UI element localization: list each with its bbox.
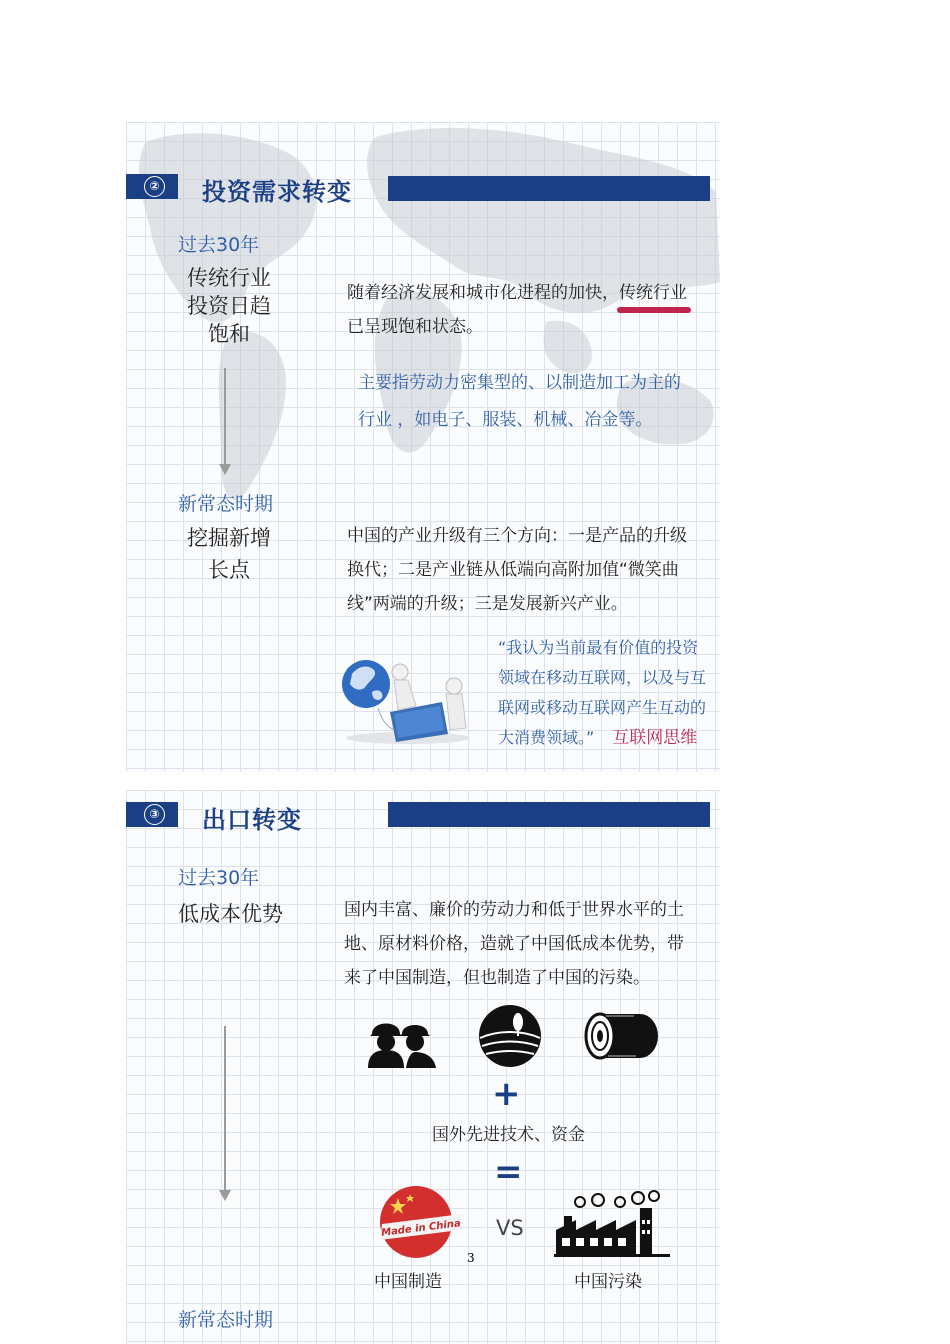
section-3-number: ③	[144, 804, 165, 825]
section-2-number: ②	[144, 176, 165, 197]
section-2-panel	[126, 122, 720, 772]
highlight-text: 传统行业	[619, 283, 687, 303]
result-left-label: 中国制造	[374, 1272, 442, 1292]
section-3-arrow-head	[219, 1190, 231, 1201]
section-2-arrow-head	[219, 464, 231, 475]
section-2-badge	[126, 174, 178, 199]
section-2-new-label: 新常态时期	[178, 493, 274, 515]
section-3-title: 出口转变	[202, 806, 302, 834]
land-icon	[478, 1004, 542, 1068]
section-2-new-text: 中国的产业升级有三个方向：一是产品的升级 换代；二是产业链从低端向高附加值“微笑曲 线”两端的升级；三是发展新兴产业。	[347, 526, 687, 614]
factory-pollution-icon	[554, 1190, 672, 1260]
workers-icon	[366, 1012, 438, 1068]
section-3-new-label: 新常态时期	[178, 1309, 274, 1331]
section-2-arrow	[224, 368, 226, 468]
result-right-label: 中国污染	[574, 1272, 642, 1292]
section-2-new-heading: 挖掘新增 长点	[187, 526, 271, 582]
foreign-tech-label: 国外先进技术、资金	[432, 1125, 585, 1145]
equals-sign: =	[494, 1152, 523, 1192]
timber-icon	[584, 1008, 660, 1066]
section-2-past-label: 过去30年	[178, 234, 260, 256]
section-2-title-bar	[388, 176, 710, 201]
section-2-past-text: 随着经济发展和城市化进程的加快，传统行业 已呈现饱和状态。	[347, 276, 717, 344]
globe-computer-icon	[338, 650, 480, 746]
section-3-panel	[126, 790, 720, 1344]
section-3-arrow	[224, 1026, 226, 1194]
section-3-past-text: 国内丰富、廉价的劳动力和低于世界水平的土 地、原材料价格，造就了中国低成本优势，带 来了中国制造，但也制造了中国的污染。	[344, 900, 684, 988]
vs-label: VS	[496, 1216, 524, 1240]
section-3-past-label: 过去30年	[178, 867, 260, 889]
section-2-quote: “我认为当前最有价值的投资 领域在移动互联网，以及与互 联网或移动互联网产生互动的 大消费领域。” 互联网思维	[498, 638, 707, 748]
plus-sign: +	[492, 1074, 521, 1114]
made-in-china-stamp-icon	[376, 1184, 464, 1262]
quote-tag: 互联网思维	[612, 728, 698, 748]
section-2-past-heading: 传统行业 投资日趋 饱和	[187, 266, 271, 346]
page-number: 3	[467, 1251, 475, 1265]
highlight-underline	[617, 307, 691, 313]
section-2-title: 投资需求转变	[202, 178, 352, 206]
section-3-badge	[126, 802, 178, 827]
section-3-past-heading: 低成本优势	[178, 902, 283, 926]
section-3-title-bar	[388, 802, 710, 827]
section-2-note: 主要指劳动力密集型的、以制造加工为主的 行业 ，如电子、服装、机械、冶金等。	[358, 373, 681, 430]
svg-text:Made in China: Made in China	[380, 1218, 462, 1239]
